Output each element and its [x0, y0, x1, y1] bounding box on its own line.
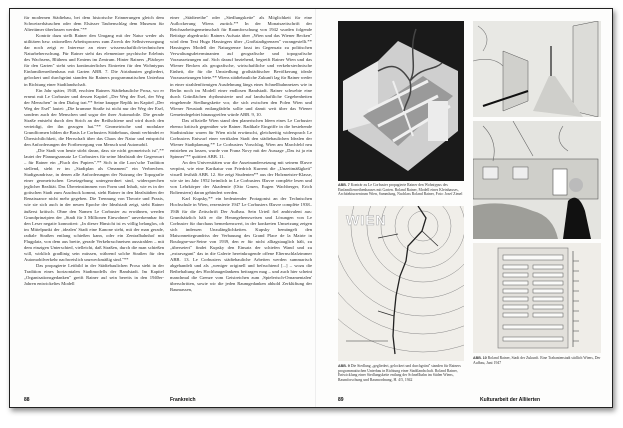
- paragraph: einer „Städtereihe" oder „Siedlungskette" als Möglichkeit für eine Auflockerung Wiens zurück.** In der Monatszeitschrift der Reichsarbeitsgemeinschaft für Raumforschung von 1942 wurden folgende Beiträge abgedruckt: Rainers Aufsatz über „Wien und das Wiener Becken" wird dem Text Hugo Hassingers über „Großstadtgrenzen" vorangestellt.** Hassingers Modell der Naturgrenze fasst im Gegensatz zu politischen Verwaltungsdeterminanten auf geografische und topografische Voraussetzungen auf. Sich darauf beziehend, begreift Rainer Wien und das Wiener Becken als geografische, wirtschaftliche und verkehrstechnische Einheit, die für die Umsiedlung großstädtischer Bevölkerung ideale Voraussetzungen biete.** Wiens städtebauliche Zukunft lag für Rainer weder in einer strahlenförmigen Ausdehnung längs eines Schnellbahnnetzes wie in Berlin noch im Modell einer endlosen Bandstadt. Rainer schwebte eine durch Grünflächen rhythmisierte und auf landschaftliche Gegebenheiten eingehende Siedlungskette vor, die sich zwischen den Polen Wien und Wiener Neustadt entlangfädeln sollte und damit weit über das Wiener Gemeindegebiet hinausgreifen würde ABB. 9, 10.: [170, 15, 312, 117]
- gutter: [315, 9, 316, 407]
- paragraph: Das offizielle Wien stand den planerischen Ideen eines Le Corbusier ebenso kritisch gegenüber wie Rainer. Radikale Eingriffe in die bestehende Stadtstruktur waren für Wien nicht erwünscht, gleichzeitig widersprach Le Corbusiers Entwurf einer vertikalen Stadt den städtebaulichen Idealen der Wiener Stadtplanung.** Le Corbusiers Vorschlag, Wien am Marchfeld neu entstehen zu lassen, wurde von Franz Novy mit der Aussage „Das ist ja ein Spinner"** quittiert ABB. 11.: [170, 117, 312, 160]
- caption-text: Die Siedlung „gegliedert, gelockert und durchgrünt" standen für Rainers programmatischen Unterbau in Richtung einer Stadtlandschaft. Roland Rainer, Entwicklung einer Siedlungskette entlang der Schnellbahn im Süden Wiens, Raumforschung und Raumordnung, H. 4/5, 1942: [338, 364, 461, 382]
- figure-label: ABB. 7: [338, 183, 350, 187]
- left-page-column-2: [170, 15, 312, 379]
- map-title: WIEN: [346, 212, 387, 228]
- figure-garden-sketch: [473, 121, 601, 239]
- paragraph: Ein Jahr später, 1948, erschien Rainers Städtebauliche Prosa, wo er erneut mit Le Corbusier und dessen Kapitel „Der Weg der Esel, der Weg der Menschen" in den Dialog trat.** Seine knappe Replik im Kapitel „Der Weg der Esel" lautet: „Die krumme Straße ist nicht nur der Weg der Esel, sondern auch der Menschen und sogar der ihrer Automobile. Die gerade Straße entsteht durch den Strich an der Reißschiene und wird durch den verteidigt, der ihn gezogen hat."** Geometrische und modulare Grundformen bilden die Basis Le Corbusiers Städtebaus, damit verbindet er Übersichtlichkeit, die Herrschaft über das Chaos der Natur und entspricht den Anforderungen der Fortbewegung von Mensch und Automobil.: [24, 87, 164, 147]
- paragraph: Konträr dazu stellt Rainer den Umgang mit der Natur weder als utilitären bzw. rationellen Arbeitsprozess zum Zweck der Selbstversorgung dar noch zeigt er Interesse an einer wissenschaftlich-technischen Naturbeherrschung. Für Rainer steht das elementare psychische Erlebnis des Wachsens, Blühens und Erntens im Zentrum. Hinter Rainers „Plädoyer für den Garten" steht sein kontinuierliches Eintreten für den Wohntypus Einfamilienreihenhaus mit Garten ABB. 7. Die Atriabauten gegliedert, gelockert und durchgrünt standen für Rainers programmatischen Unterbau in Richtung einer Stadtlandschaft.: [24, 33, 164, 87]
- figure-9-caption: [338, 364, 464, 382]
- left-page-column-1: [24, 15, 164, 379]
- paragraph: Karl Kupsky,** ein bedeutender Protagonist an der Technischen Hochschule in Wien, rezensierte 1947 Le Corbusiers Œuvre complète 1938–1946 für die Zeitschrift Der Aufbau. Sein Urteil fiel ambivalent aus: Grundsätzlich hält er die Herangehensweisen und Lösungen von Le Corbusier für durchaus bemerkenswert, in der konkreten Umsetzung zeigen sich indessen Unzulänglichkeiten. Kupsky bemängelt den Maisonnettegrundriss der Verbauung des Grand Place de la Mairie in Boulogne-sur-Seine von 1939, den er für nicht alltagstauglich hält, zu „überseiert" findet Kupsky den Einsatz der schiefen Wand und zu „extravagant" das in die Galerie hereinkragende offene Elternschlafzimmer ABB. 13. Le Corbusiers städtebauliche Arbeiten werden summarisch abgehandelt und als „weniger originell und befruchtend [...] – wozu die Beibehaltung des Hochbaugedankens beitragen mag – und auch hier scheint manchmal die Grenze vom Geistreichen zum ‚Spielerisch-Ornamentalen' überschritten, sowie wir die jeden Raumgedanken abhold Zerklüftung der Baumassen,: [170, 196, 312, 293]
- book-spread: [9, 8, 613, 408]
- figure-10-site-plan: [473, 243, 601, 353]
- left-running-head: Frankreich: [170, 397, 196, 403]
- caption-text: Roland Rainer, Stadt der Zukunft. Eine Trabantenstadt südlich Wiens, Der Aufbau, Juni 1947: [473, 356, 601, 365]
- right-running-head: Kulturarbeit der Alliierten: [480, 397, 541, 403]
- figure-label: ABB. 9: [338, 364, 350, 368]
- paragraph: An den Universitäten war die Auseinandersetzung mit seinem Œuvre verpönt, wie eine Karikatur von Friedrich Kurrent die „Unzeitmäßigkeit" visuell festhält ABB. 12. Sie zeigt Studenten** aus der Holzmeister-Klasse, wie sie im Jahr 1952 heimlich in Le Corbusiers Œuvre complète lesen und von Lehrkörper der Akademie (Otto Gruen, Eugen Wachberger, Erich Boltenstern) daran gehindert werden.: [170, 160, 312, 196]
- caption-text: Konträr zu Le Corbusier propagierte Rainer den Wohntypus des Einfamilienreihenhauses mit Garten. Roland Rainer, Modell eines Kleinhauses, Architekturzentrum Wien, Sammlung, Nachlass Roland Rainer, Foto: Josef Zimel: [338, 183, 463, 197]
- figure-9-vienna-map: [338, 206, 464, 361]
- right-page-number: 89: [338, 397, 344, 403]
- left-page-number: 88: [24, 397, 30, 403]
- figure-7-caption: [338, 183, 464, 197]
- figure-street-sketch: [473, 21, 601, 117]
- figure-10-caption: [473, 356, 601, 365]
- figure-7-model-photo: [338, 21, 464, 181]
- paragraph: Das propagierte Leitbild in der Städtebaulichen Prosa steht in der Tradition eines horizontalen Stadtmodells der Bandstadt. Im Kapitel „Organisationsgedanken" greift Rainer auf sein bereits in den 1940er-Jahren entwickeltes Modell: [24, 262, 164, 287]
- figure-label: ABB. 10: [473, 356, 487, 360]
- paragraph: „Die Stadt von heute stirbt daran, dass sie nicht geometrisch ist",** lautet der Planungsansatz Le Corbusiers für seine Idealstadt der Gegenwart – für Rainer ein „Fluch des Papiers".** Sich in die Loos'sche Tradition stellend, sieht er im „Stadtplan als Ornament" ein Verbrechen. Stadtgrundrisse, in denen alle Anforderungen der Nutzung der Topografie einer geometrischen Gesetzgebung untergeordnet sind, widersprechen jeglicher Realität. Das Übereinstimmen von Form und Inhalt, wie es in der gotischen Stadt zum Ausdruck kommt, sieht Rainer in den Idealstädten der Renaissance nicht mehr gegeben. Die Trennung von Theorie und Praxis, wie sie sich auch in der neuen Epoche der Idealstadt zeigt, sieht Rainer äußerst kritisch. Ohne den Namen Le Corbusier zu erwähnen, werden Grundprinzipien der „Stadt für 3 Millionen Einwohner" unverkennbar für den Leser negativ konnotiert: „In dieser Hinsicht ist es völlig belanglos, ob im Mittelpunkt der ‚idealen' Stadt eine Kanone steht, mit der man gerade, radiale Straßen entlang schießen kann, oder ein Zentralbahnhof mit Flugplatz, von dem aus breite, gerade Verkehrsschneisen ausstrahlen – mit dem einzigen Unterschied, vielleicht, daß Straßen, durch die man schießen will, wirklich gradlinig sein müssen, während solche Straßen für den Automobilverkehr nachweislich unzweckmäßig sind."**: [24, 148, 164, 262]
- paragraph: für modernen Städtebau, bei dem historische Erinnerungen gleich dem Schweizerhäuschen oder dem Elsässer Taubenschlag dem Museum für Altertümer überlassen werden."**: [24, 15, 164, 33]
